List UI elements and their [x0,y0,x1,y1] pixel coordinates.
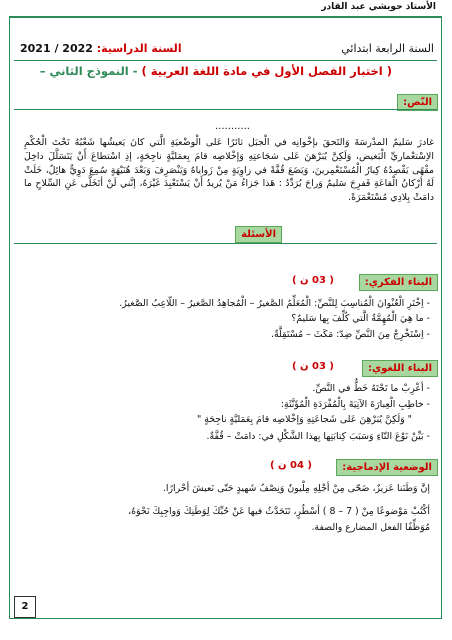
integration-line-3: مُوَظِّفًا الفعل المضارع والصفة. [311,522,430,533]
thought-item-3: - اِسْتَخْرِجْ مِنَ النَّصِّ ضِدّ: مَكَثَ – مُسْتَقِلَّةٌ. [271,329,430,340]
integration-line-2: أكْتُبْ مَوْضوعًا مِنْ ( 7 – 8 ) أسْطُرٍ، تَتَحَدَّثُ فيها عَنْ حُبِّكَ لِوَطَنِكَ وَواجِبِكَ نَحْوَهُ، [128,506,430,517]
thought-points: ( 03 ن ) [291,275,334,286]
language-points: ( 03 ن ) [291,361,334,372]
header-divider [9,16,442,17]
exam-title-main: ( اختبار الفصل الأول في مادة اللغة العربية ) [141,64,392,78]
exam-title [40,64,392,78]
text-section-label: النّص: [403,97,432,108]
passage-text: غادرَ سَليمٌ المدْرسَةَ وَالتَحقَ بإخْوانِه في الْجبَل ثائرًا عَلى الْوضْعيَةِ الَّتي كانَ يَعيشُها شَعْبُهُ تَحْتَ الْحُكْمِ الاِسْتعْماريِّ الْبَغيض، وَلَكِنَّ يُبَرْهنَ عَلى شجَاعتِهِ وَإخْلاصِه قامَ بِعمَليَّةٍ ناجِحَةٍ، إذِ اسْتطاعَ أَنْ يَتَسَلَّلَ داخِلَ مقْهًى يَقْصِدُهُ كِبارُ الْمُسْتَعْمِرينَ، وَيَضَعَ قُفَّةً في زاوِيَةٍ مِنْ زَواياهُ وَيَنْصَرِفَ وَبَعْدَ هُنَيْهَةٍ سُمِعَ دَوِيٌّ هائِلٌ، خَلَتْ لَهُ أرْكانُ الْقاعَةِ فَفرِحَ سَليمٌ وَراحَ يُرَدِّدُ : هَذا جَزاءُ مَنْ يُريدُ أَنْ يَسْتَعْبِدَ غَيْرَهُ، إنَّني لَنْ أتَخَلَّى عَنِ السِّلاحِ ما دامَتْ بِلادِي مُسْتَعْمَرَةً. [24,137,434,204]
thought-item-2: - ما هِيَ الْمُهِمَّةُ الَّتي كُلِّفَ بِها سَليمٌ؟ [291,313,430,324]
school-year-label: السنة الدراسية: [96,42,182,55]
integration-tag [336,459,438,476]
teacher-name: الأستاذ حويشي عبد القادر [321,2,436,12]
page-number: 2 [14,596,36,618]
title-divider [14,60,437,61]
questions-label: الأسئلة [241,229,276,240]
questions-tag [235,226,282,243]
language-item-2: - خاطِبِ الْعِبارَةَ الآتِيَةَ بِالْمُفْرَدَةِ الْمُؤَنَّثَةِ: [280,399,430,410]
integration-points: ( 04 ن ) [269,460,312,471]
school-year-value: 2021 / 2022 [20,42,93,55]
thought-item-1: - اِخْتَرِ الْعُنْوانَ الْمُناسِبَ لِلنَّصِّ: الْمُعَلِّمُ الصَّغيرُ – الْمُجاهِدُ الصَّغيرُ – اللّاعِبُ الصَّغيرُ. [119,298,430,309]
thought-label: البناء الفكري: [364,277,432,288]
questions-divider [14,243,437,244]
language-item-1: - أعْرِبْ ما تَحْتَهُ خَطٌّ في النَّصِّ. [312,383,430,394]
grade-label: السنة الرابعة ابتدائي [341,42,434,55]
exam-title-model: - النموذج الثاني – [39,64,138,78]
text-divider [14,109,437,110]
thought-tag [359,274,438,291]
language-label: البناء اللغوي: [367,363,432,374]
integration-label: الوضعية الإدماجية: [342,462,432,473]
language-item-4: - بَيِّنْ نَوْعَ التّاءِ وَسَبَبَ كِتابَتِها بِهذا الشَّكْلِ في: دامَتْ – قُفَّةٌ. [206,431,430,442]
ellipsis: ........... [215,121,250,132]
integration-line-1: إنَّ وَطَنَنا عَزيزٌ، ضَحّى مِنْ أجْلِهِ مِلْيونٌ وَنِصْفُ شَهيدٍ حَتّى نَعيشَ أحْرارًا. [162,483,430,494]
language-tag [362,360,438,377]
school-year [20,42,182,55]
language-item-3: " وَلَكِنَّ يُبَرْهِنَ عَلى شَجاعَتِهِ وَإخْلاصِه قامَ بِعَمَليَّةٍ ناجِحَةٍ " [196,414,412,425]
